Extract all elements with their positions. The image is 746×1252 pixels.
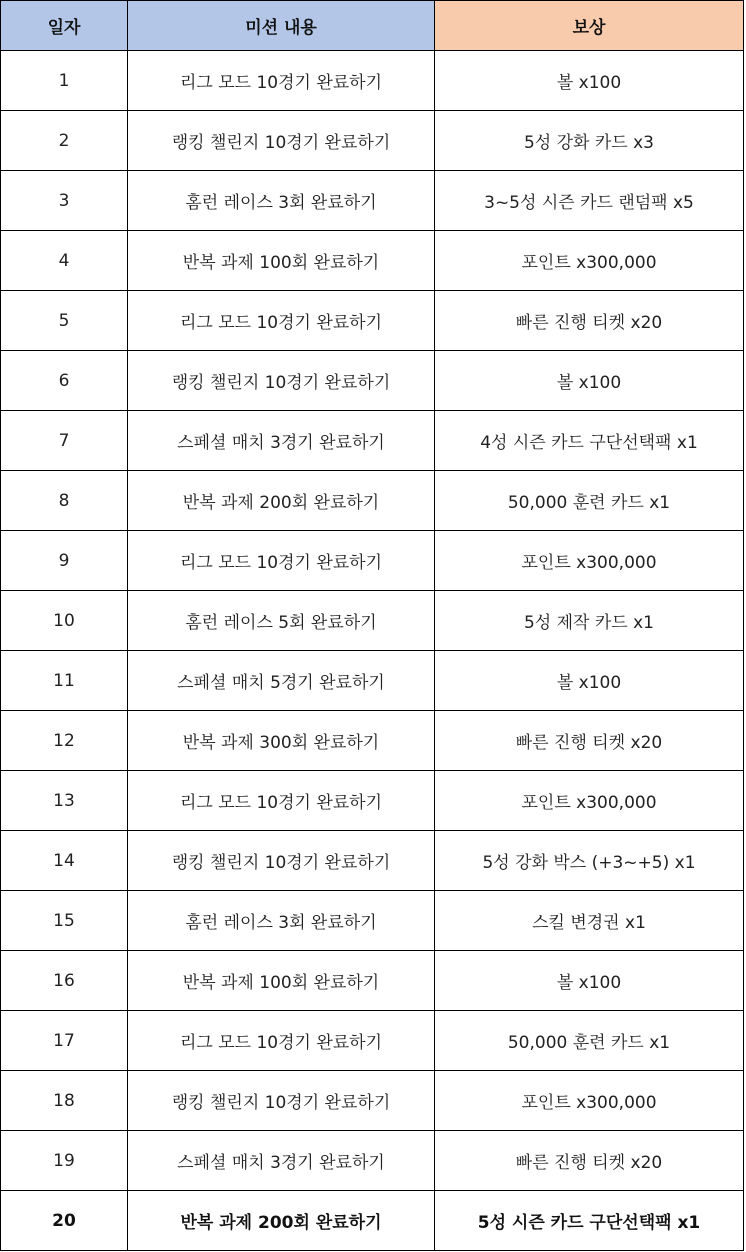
table-row: [1, 711, 744, 771]
mission-cell: 리그 모드 10경기 완료하기: [128, 1011, 435, 1071]
reward-cell: 포인트 x300,000: [435, 771, 744, 831]
table-row: [1, 591, 744, 651]
reward-cell: 볼 x100: [435, 651, 744, 711]
day-cell: 16: [1, 951, 128, 1011]
table-row: [1, 891, 744, 951]
mission-cell: 랭킹 챌린지 10경기 완료하기: [128, 831, 435, 891]
table-row: [1, 1071, 744, 1131]
reward-cell: 볼 x100: [435, 951, 744, 1011]
mission-cell: 반복 과제 200회 완료하기: [128, 1191, 435, 1251]
table-row-final: [1, 1191, 744, 1251]
table-row: [1, 291, 744, 351]
table-row: [1, 411, 744, 471]
reward-cell: 50,000 훈련 카드 x1: [435, 471, 744, 531]
reward-cell: 포인트 x300,000: [435, 1071, 744, 1131]
day-cell: 10: [1, 591, 128, 651]
header-day: 일자: [1, 1, 128, 51]
reward-cell: 5성 제작 카드 x1: [435, 591, 744, 651]
reward-cell: 포인트 x300,000: [435, 531, 744, 591]
table-row: [1, 651, 744, 711]
day-cell: 11: [1, 651, 128, 711]
mission-cell: 리그 모드 10경기 완료하기: [128, 291, 435, 351]
mission-cell: 리그 모드 10경기 완료하기: [128, 531, 435, 591]
day-cell: 9: [1, 531, 128, 591]
day-cell: 5: [1, 291, 128, 351]
day-cell: 6: [1, 351, 128, 411]
table-row: [1, 51, 744, 111]
day-cell: 8: [1, 471, 128, 531]
mission-cell: 반복 과제 100회 완료하기: [128, 231, 435, 291]
mission-cell: 랭킹 챌린지 10경기 완료하기: [128, 111, 435, 171]
table-row: [1, 231, 744, 291]
table-row: [1, 531, 744, 591]
mission-cell: 랭킹 챌린지 10경기 완료하기: [128, 1071, 435, 1131]
table-row: [1, 171, 744, 231]
table-row: [1, 951, 744, 1011]
day-cell: 2: [1, 111, 128, 171]
reward-cell: 볼 x100: [435, 51, 744, 111]
reward-cell: 3~5성 시즌 카드 랜덤팩 x5: [435, 171, 744, 231]
reward-cell: 스킬 변경권 x1: [435, 891, 744, 951]
reward-cell: 5성 강화 박스 (+3~+5) x1: [435, 831, 744, 891]
reward-cell: 4성 시즌 카드 구단선택팩 x1: [435, 411, 744, 471]
day-cell: 18: [1, 1071, 128, 1131]
day-cell: 14: [1, 831, 128, 891]
day-cell: 12: [1, 711, 128, 771]
table-row: [1, 351, 744, 411]
reward-cell: 빠른 진행 티켓 x20: [435, 291, 744, 351]
table-row: [1, 1131, 744, 1191]
reward-cell: 빠른 진행 티켓 x20: [435, 711, 744, 771]
mission-cell: 랭킹 챌린지 10경기 완료하기: [128, 351, 435, 411]
mission-cell: 리그 모드 10경기 완료하기: [128, 771, 435, 831]
mission-cell: 스페셜 매치 5경기 완료하기: [128, 651, 435, 711]
mission-cell: 반복 과제 300회 완료하기: [128, 711, 435, 771]
table-header-row: [1, 1, 744, 51]
reward-cell: 5성 강화 카드 x3: [435, 111, 744, 171]
day-cell: 17: [1, 1011, 128, 1071]
day-cell: 13: [1, 771, 128, 831]
mission-cell: 스페셜 매치 3경기 완료하기: [128, 1131, 435, 1191]
mission-cell: 리그 모드 10경기 완료하기: [128, 51, 435, 111]
reward-cell: 5성 시즌 카드 구단선택팩 x1: [435, 1191, 744, 1251]
day-cell: 15: [1, 891, 128, 951]
reward-cell: 50,000 훈련 카드 x1: [435, 1011, 744, 1071]
reward-cell: 포인트 x300,000: [435, 231, 744, 291]
table-row: [1, 771, 744, 831]
day-cell: 1: [1, 51, 128, 111]
table-row: [1, 111, 744, 171]
day-cell: 19: [1, 1131, 128, 1191]
mission-cell: 반복 과제 200회 완료하기: [128, 471, 435, 531]
mission-cell: 홈런 레이스 3회 완료하기: [128, 171, 435, 231]
mission-cell: 홈런 레이스 3회 완료하기: [128, 891, 435, 951]
mission-cell: 홈런 레이스 5회 완료하기: [128, 591, 435, 651]
header-mission: 미션 내용: [128, 1, 435, 51]
mission-cell: 스페셜 매치 3경기 완료하기: [128, 411, 435, 471]
day-cell: 3: [1, 171, 128, 231]
table-row: [1, 831, 744, 891]
table-row: [1, 1011, 744, 1071]
header-reward: 보상: [435, 1, 744, 51]
day-cell: 20: [1, 1191, 128, 1251]
mission-cell: 반복 과제 100회 완료하기: [128, 951, 435, 1011]
reward-cell: 볼 x100: [435, 351, 744, 411]
reward-cell: 빠른 진행 티켓 x20: [435, 1131, 744, 1191]
day-cell: 7: [1, 411, 128, 471]
day-cell: 4: [1, 231, 128, 291]
table-row: [1, 471, 744, 531]
